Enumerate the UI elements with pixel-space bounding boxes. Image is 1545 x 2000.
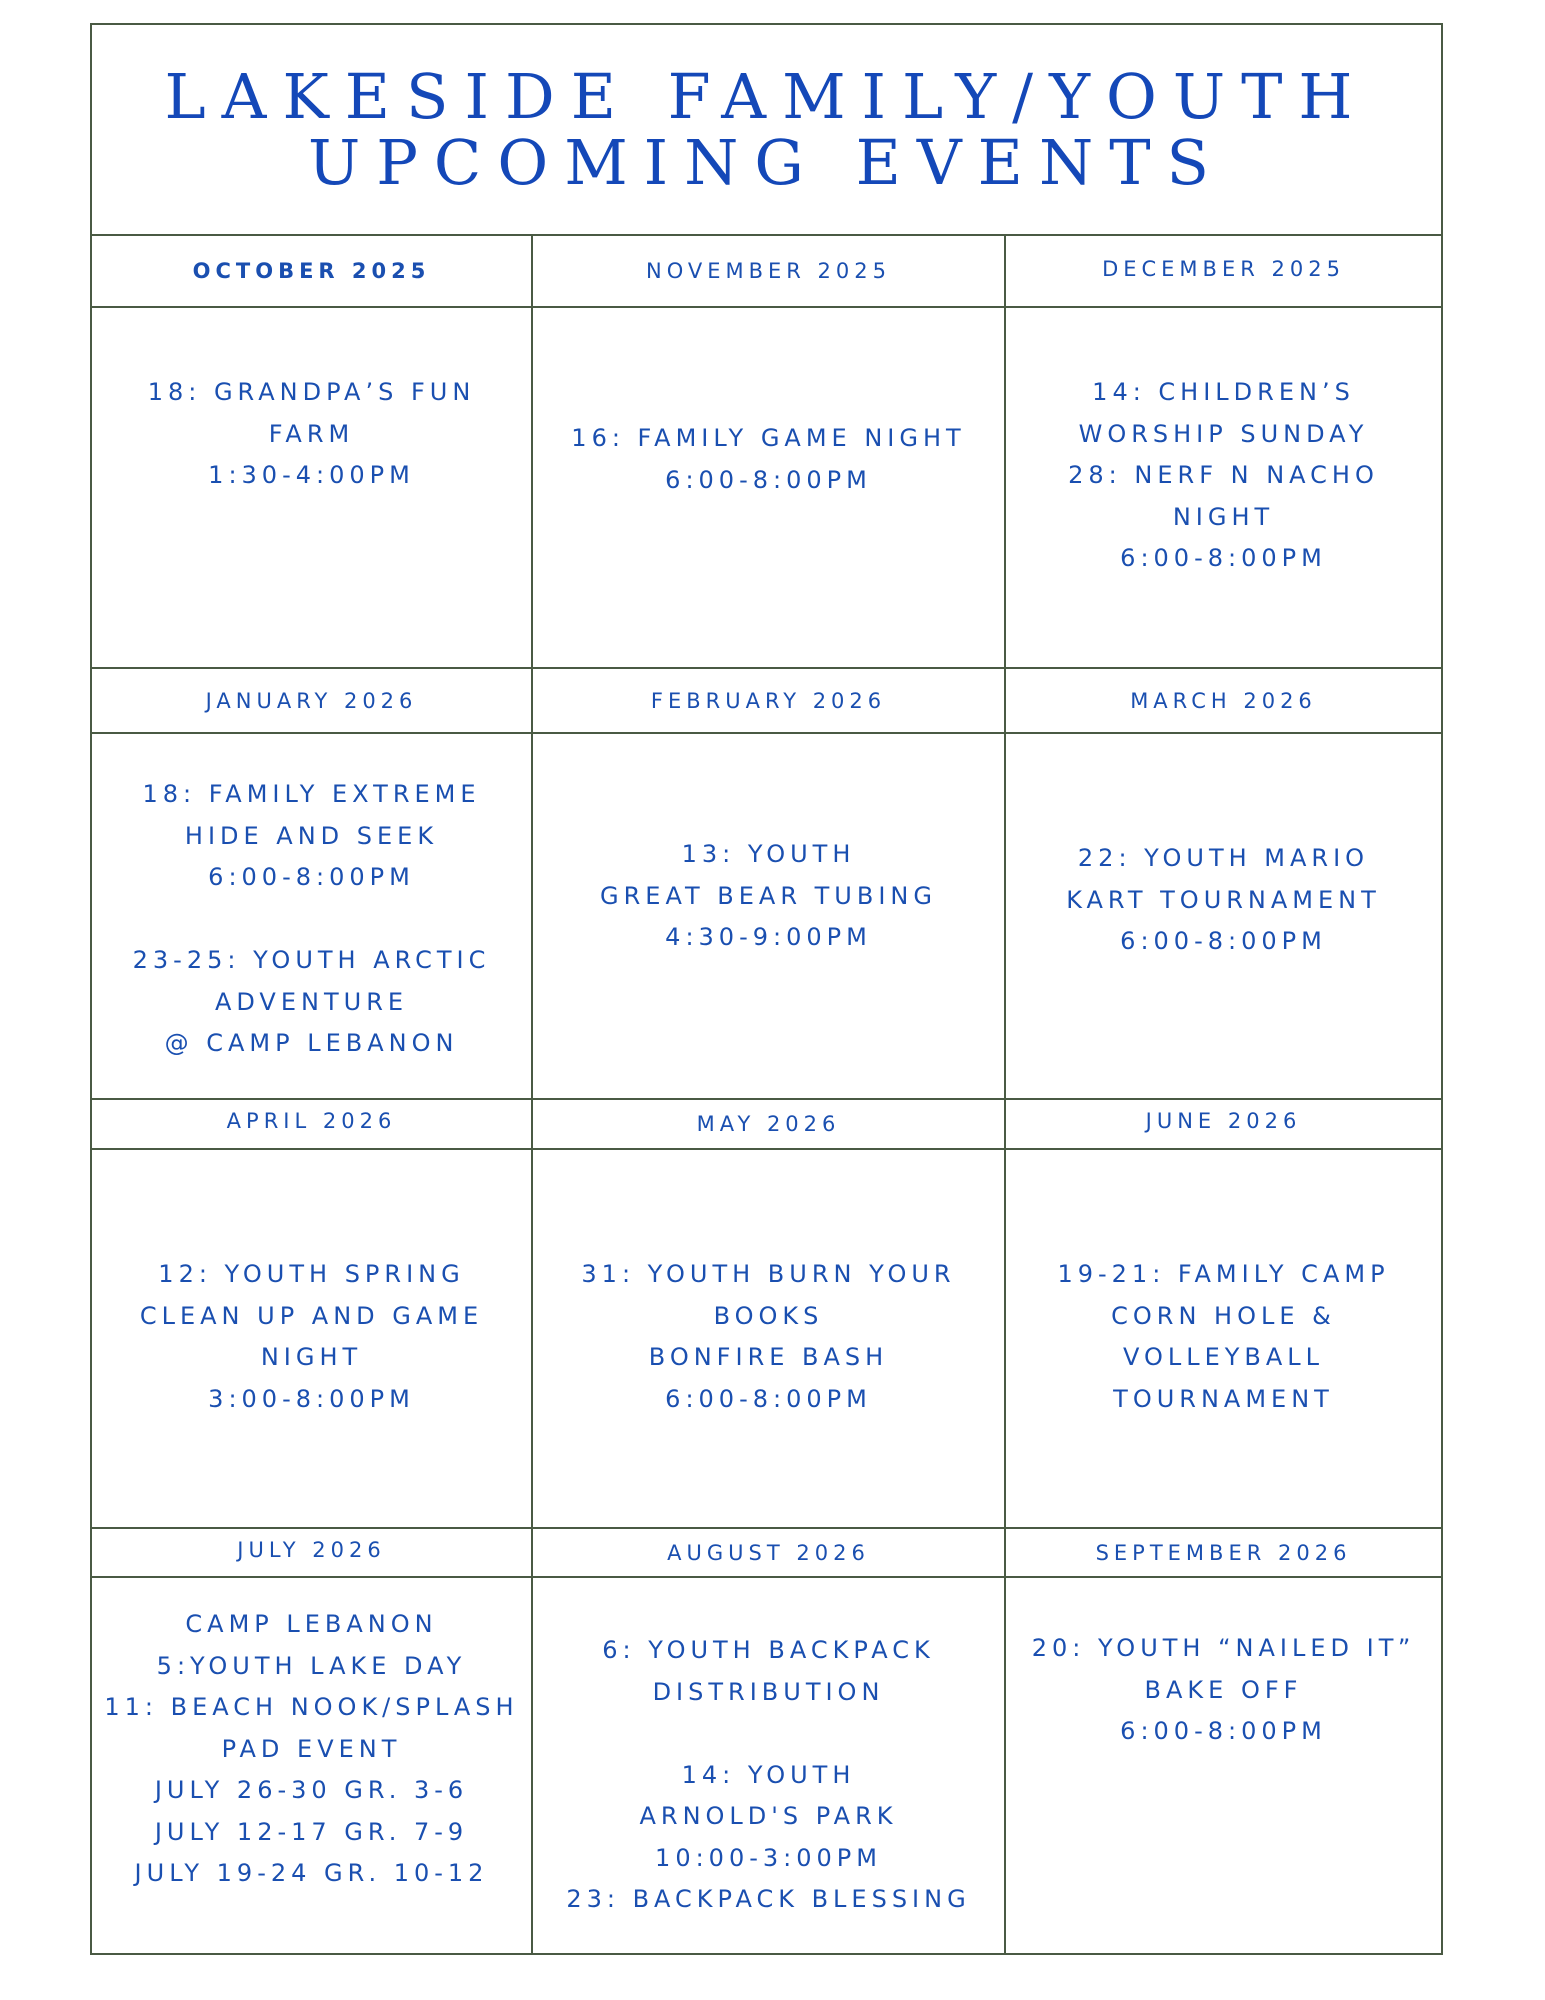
event-line: 10:00-3:00PM xyxy=(655,1843,882,1872)
event-line: PAD EVENT xyxy=(221,1734,402,1763)
event-line: 31: YOUTH BURN YOUR xyxy=(581,1260,956,1288)
event-line: 12: YOUTH SPRING xyxy=(158,1260,465,1288)
event-line: BONFIRE BASH xyxy=(648,1343,889,1371)
event-line: 11: BEACH NOOK/SPLASH xyxy=(104,1693,519,1721)
event-line: 6: YOUTH BACKPACK xyxy=(602,1636,935,1664)
event-line: 3:00-8:00PM xyxy=(208,1384,415,1413)
event-line: 16: FAMILY GAME NIGHT xyxy=(571,424,966,452)
month-header-june-2026: JUNE 2026 xyxy=(1145,1109,1302,1133)
event-line: GREAT BEAR TUBING xyxy=(600,881,937,910)
month-header-july-2026: JULY 2026 xyxy=(237,1538,386,1562)
page-title xyxy=(92,25,1441,235)
event-line: 6:00-8:00PM xyxy=(208,863,415,891)
event-line: BAKE OFF xyxy=(1144,1675,1303,1704)
event-line: VOLLEYBALL xyxy=(1122,1343,1325,1371)
month-header-march-2026: MARCH 2026 xyxy=(1130,688,1317,713)
event-line: 14: YOUTH xyxy=(681,1760,856,1789)
month-header-september-2026: SEPTEMBER 2026 xyxy=(1095,1540,1352,1565)
event-line: 19-21: FAMILY CAMP xyxy=(1057,1260,1390,1288)
event-line: BOOKS xyxy=(713,1301,824,1330)
month-header-february-2026: FEBRUARY 2026 xyxy=(650,688,887,713)
event-line: 6:00-8:00PM xyxy=(1120,927,1327,955)
month-header-april-2026: APRIL 2026 xyxy=(226,1109,397,1133)
event-line: JULY 26-30 GR. 3-6 xyxy=(154,1776,469,1804)
event-line: FARM xyxy=(268,419,355,448)
events-april-2026 xyxy=(92,1254,531,1420)
events-october-2025 xyxy=(92,372,531,497)
events-december-2025 xyxy=(1006,372,1441,580)
grid-line xyxy=(90,1148,1443,1150)
event-line: 28: NERF N NACHO xyxy=(1068,461,1379,489)
events-june-2026 xyxy=(1006,1254,1441,1420)
event-line: NIGHT xyxy=(260,1343,363,1371)
event-line: 14: CHILDREN’S xyxy=(1092,378,1355,406)
event-line: NIGHT xyxy=(1172,502,1275,531)
event-line: CORN HOLE & xyxy=(1111,1301,1336,1330)
event-line: WORSHIP SUNDAY xyxy=(1078,419,1369,448)
events-january-2026 xyxy=(92,774,531,1065)
event-line: 23: BACKPACK BLESSING xyxy=(566,1885,971,1913)
event-line: ADVENTURE xyxy=(214,987,409,1016)
title-line-1: LAKESIDE FAMILY/YOUTH xyxy=(164,60,1369,133)
month-header-may-2026: MAY 2026 xyxy=(696,1112,841,1136)
events-march-2026 xyxy=(1006,838,1441,963)
event-line: 4:30-9:00PM xyxy=(665,923,872,951)
events-september-2026 xyxy=(1006,1628,1441,1753)
event-line: DISTRIBUTION xyxy=(652,1677,885,1706)
events-july-2026 xyxy=(92,1604,531,1895)
month-header-august-2026: AUGUST 2026 xyxy=(667,1541,870,1565)
event-line: TOURNAMENT xyxy=(1113,1384,1334,1413)
event-line: 18: GRANDPA’S FUN xyxy=(147,378,476,406)
event-line: 13: YOUTH xyxy=(681,840,856,868)
month-header-october-2025: OCTOBER 2025 xyxy=(192,259,431,283)
event-line: HIDE AND SEEK xyxy=(184,821,439,850)
event-line: 6:00-8:00PM xyxy=(665,465,872,494)
event-line: 6:00-8:00PM xyxy=(1120,544,1327,572)
event-line: JULY 19-24 GR. 10-12 xyxy=(134,1859,489,1887)
event-line: @ CAMP LEBANON xyxy=(164,1029,459,1057)
event-line: 23-25: YOUTH ARCTIC xyxy=(132,946,491,974)
events-november-2025 xyxy=(533,418,1004,501)
event-line: 18: FAMILY EXTREME xyxy=(142,780,481,808)
event-line: KART TOURNAMENT xyxy=(1066,885,1381,914)
event-line: 6:00-8:00PM xyxy=(1120,1717,1327,1745)
grid-line xyxy=(90,306,1443,308)
event-line: JULY 12-17 GR. 7-9 xyxy=(154,1817,469,1846)
month-header-december-2025: DECEMBER 2025 xyxy=(1102,257,1345,281)
events-may-2026 xyxy=(533,1254,1004,1420)
month-header-january-2026: JANUARY 2026 xyxy=(205,688,418,713)
event-line: CLEAN UP AND GAME xyxy=(139,1301,484,1330)
events-february-2026 xyxy=(533,834,1004,959)
grid-line xyxy=(90,732,1443,734)
event-line: 22: YOUTH MARIO xyxy=(1077,844,1370,872)
event-line: 1:30-4:00PM xyxy=(208,461,415,489)
month-header-november-2025: NOVEMBER 2025 xyxy=(645,259,891,283)
event-line: 20: YOUTH “NAILED IT” xyxy=(1031,1634,1416,1662)
events-august-2026 xyxy=(533,1630,1004,1921)
title-line-2: UPCOMING EVENTS xyxy=(307,126,1226,199)
event-line: 6:00-8:00PM xyxy=(665,1384,872,1413)
event-line: 5:YOUTH LAKE DAY xyxy=(156,1651,467,1680)
event-line: ARNOLD'S PARK xyxy=(639,1802,898,1830)
event-line: CAMP LEBANON xyxy=(185,1610,438,1638)
